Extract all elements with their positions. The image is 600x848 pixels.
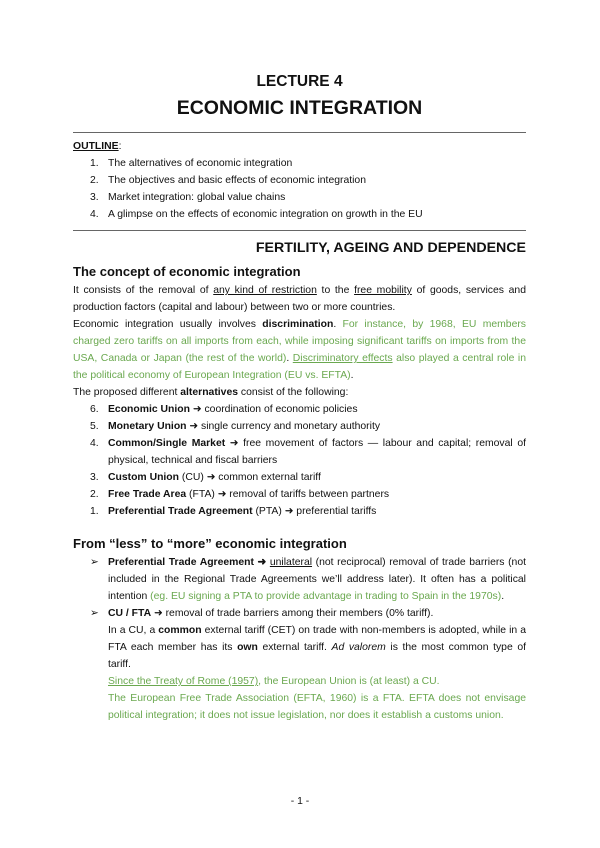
outline-item-text: Market integration: global value chains bbox=[108, 192, 286, 203]
eu-note: Since the Treaty of Rome (1957), the European Union is (at least) a CU. bbox=[108, 676, 440, 687]
page-number: - 1 - bbox=[290, 796, 310, 807]
efta-note: The European Free Trade Association (EFTA, 1960) is a FTA. EFTA does not envisage political integration; it does not issue legislation, nor does it establish a customs union. bbox=[108, 693, 526, 721]
outline-colon: : bbox=[118, 141, 122, 152]
outline-item-number: 3. bbox=[90, 192, 99, 203]
cu-fta-bullet-item: ➢ CU / FTA ➜ removal of trade barriers among their members (0% tariff). In a CU, a common external tariff (CET) on trade with non-members is adopted, while in a FTA each member has its own external tariff. Ad valorem is the most common type of tariff. Since the Treaty of Rome (1957), the European Union is (at least) a CU. The European Free Trade Association (EFTA, 1960) is a FTA. EFTA does not envisage political integration; it does not issue legislation, nor does it establish a customs union. bbox=[73, 605, 526, 724]
alternative-item: 5. Monetary Union ➜ single currency and monetary authority bbox=[90, 421, 381, 432]
concept-paragraph-2: Economic integration usually involves discrimination. For instance, by 1968, EU members charged zero tariffs on all imports from each, while imposing significant tariffs on imports from the USA, Canada or Japan (the rest of the world). Discriminatory effects also played a central role in the political economy of European Integration (EU vs. EFTA). bbox=[73, 319, 527, 381]
alternative-item: 4. Common/Single Market ➜ free movement of factors — labour and capital; removal of physical, technical and fiscal barriers bbox=[90, 438, 526, 466]
alternative-item: 2. Free Trade Area (FTA) ➜ removal of tariffs between partners bbox=[90, 489, 390, 500]
less-more-heading: From “less” to “more” economic integration bbox=[73, 536, 347, 551]
outline-list bbox=[73, 155, 526, 223]
alternative-item: 6. Economic Union ➜ coordination of economic policies bbox=[90, 404, 358, 415]
outline-item-number: 1. bbox=[90, 158, 99, 169]
less-more-list bbox=[73, 554, 526, 724]
pta-bullet-item: ➢ Preferential Trade Agreement ➜ unilateral (not reciprocal) removal of trade barriers (not included in the Regional Trade Agreements we’ll address later). It often has a political intention (eg. EU signing a PTA to provide advantage in trading to Spain in the 1970s). bbox=[73, 554, 526, 605]
concept-paragraph-3: The proposed different alternatives consist of the following: bbox=[73, 387, 349, 398]
outline-block bbox=[73, 138, 526, 223]
arrowhead-bullet-icon: ➢ bbox=[90, 557, 99, 568]
alternative-item: 1. Preferential Trade Agreement (PTA) ➜ preferential tariffs bbox=[90, 506, 377, 517]
outline-item-text: A glimpse on the effects of economic integration on growth in the EU bbox=[108, 209, 423, 220]
document-title: ECONOMIC INTEGRATION bbox=[176, 97, 423, 119]
outline-item bbox=[73, 189, 526, 206]
outline-item bbox=[73, 155, 526, 172]
top-rule bbox=[73, 132, 526, 133]
alternative-item: 3. Custom Union (CU) ➜ common external tariff bbox=[90, 472, 321, 483]
outline-item bbox=[73, 172, 526, 189]
concept-paragraph-1: It consists of the removal of any kind of restriction to the free mobility of goods, services and production factors (capital and labour) between two or more countries. bbox=[73, 285, 526, 313]
cu-fta-paragraph: In a CU, a common external tariff (CET) on trade with non-members is adopted, while in a FTA each member has its own external tariff. Ad valorem is the most common type of tariff. bbox=[108, 625, 526, 670]
lecture-number: LECTURE 4 bbox=[256, 73, 343, 90]
outline-label: OUTLINE bbox=[73, 141, 119, 152]
outline-item-text: The objectives and basic effects of economic integration bbox=[108, 175, 366, 186]
section-title: FERTILITY, AGEING AND DEPENDENCE bbox=[255, 240, 526, 256]
outline-item-text: The alternatives of economic integration bbox=[108, 158, 293, 169]
outline-item bbox=[73, 206, 526, 223]
document-page bbox=[73, 72, 526, 724]
arrowhead-bullet-icon: ➢ bbox=[90, 608, 99, 619]
middle-rule bbox=[73, 230, 526, 231]
outline-heading bbox=[73, 138, 526, 155]
outline-item-number: 4. bbox=[90, 209, 99, 220]
alternatives-list bbox=[73, 401, 526, 520]
concept-heading: The concept of economic integration bbox=[73, 264, 301, 279]
outline-item-number: 2. bbox=[90, 175, 99, 186]
